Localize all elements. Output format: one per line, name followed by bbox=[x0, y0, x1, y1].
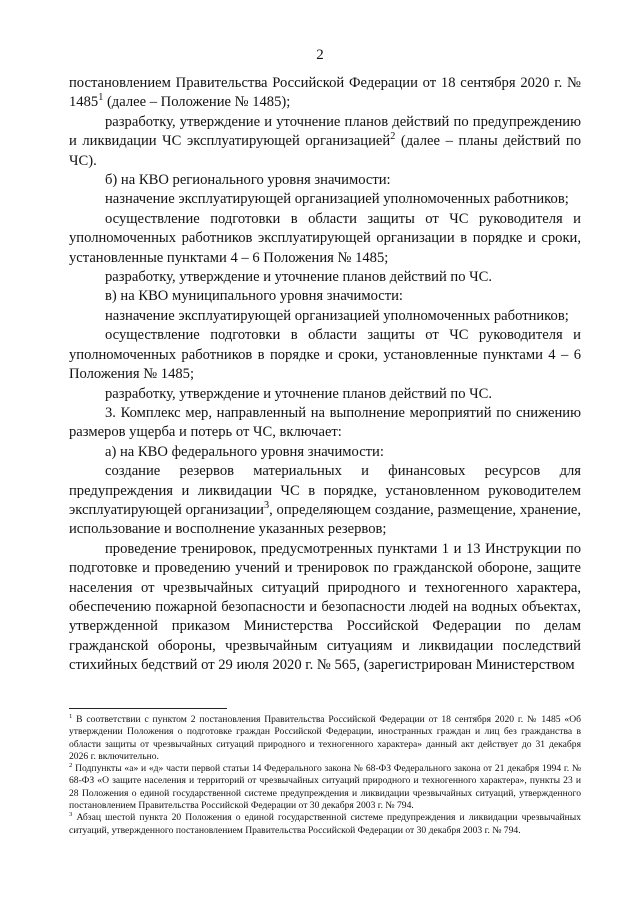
paragraph-5: осуществление подготовки в области защиты от ЧС руководителя и уполномоченных работников эксплуатирующей организации в порядке и сроки, установленные пунктами 4 – 6 Положения № 1485; bbox=[69, 210, 581, 266]
footnote-3: $^3$ Абзац шестой пункта 20 Положения о единой государственной системе предупреждения и ликвидации чрезвычайных ситуаций, утвержденного постановлением Правительства Российской Федерации от 30 декабря 2003 г. № 794. bbox=[69, 811, 581, 836]
footnote-2: $^2$ Подпункты «а» и «д» части первой статьи 14 Федерального закона № 68-ФЗ Федерального закона от 21 декабря 1994 г. № 68-ФЗ «О защите населения и территорий от чрезвычайных ситуаций природного и техногенного характера», пункты 23 и 28 Положения о единой государственной системе предупреждения и ликвидации чрезвычайных ситуаций, утвержденного постановлением Правительства Российской Федерации от 30 декабря 2003 г. № 794. bbox=[69, 762, 581, 812]
paragraph-4: назначение эксплуатирующей организацией уполномоченных работников; bbox=[105, 191, 569, 208]
paragraph-9: осуществление подготовки в области защиты от ЧС руководителя и уполномоченных работников в порядке и сроки, установленные пунктами 4 – 6 Положения № 1485; bbox=[69, 327, 581, 383]
paragraph-3: б) на КВО регионального уровня значимости: bbox=[105, 172, 391, 189]
main-text bbox=[69, 74, 581, 676]
paragraph-1: постановлением Правительства Российской Федерации от 18 сентября 2020 г. № 1485$^1$ (далее – Положение № 1485); bbox=[69, 75, 581, 111]
footnotes bbox=[69, 714, 581, 837]
paragraph-11: 3. Комплекс мер, направленный на выполнение мероприятий по снижению размеров ущерба и потерь от ЧС, включает: bbox=[69, 404, 581, 441]
paragraph-14: проведение тренировок, предусмотренных пунктами 1 и 13 Инструкции по подготовке и проведению учений и тренировок по гражданской обороне, защите населения от чрезвычайных ситуаций природного и техногенного характера, обеспечению пожарной безопасности и безопасности людей на водных объектах, утвержденной приказом Министерства Российской Федерации по делам гражданской обороны, чрезвычайным ситуациям и ликвидации последствий стихийных бедствий от 29 июля 2020 г. № 565, (зарегистрирован Министерством bbox=[69, 540, 581, 674]
footnote-ref-3[interactable]: 3 bbox=[263, 500, 270, 512]
page-number: 2 bbox=[316, 47, 324, 63]
footnote-separator bbox=[69, 708, 227, 709]
footnote-1: $^1$ В соответствии с пунктом 2 постановления Правительства Российской Федерации от 18 сентября 2020 г. № 1485 «Об утверждении Положения о подготовке граждан Российской Федерации, иностранных граждан и лиц без гражданства в области защиты от чрезвычайных ситуаций природного и техногенного характера» данный акт действует до 31 декабря 2026 г. включительно. bbox=[69, 712, 581, 762]
footnote-ref-1[interactable]: 1 bbox=[98, 92, 104, 104]
paragraph-6: разработку, утверждение и уточнение планов действий по ЧС. bbox=[105, 269, 493, 286]
paragraph-2: разработку, утверждение и уточнение планов действий по предупреждению и ликвидации ЧС эксплуатирующей организацией$^2$ (далее – планы действий по ЧС). bbox=[69, 113, 581, 169]
paragraph-13: создание резервов материальных и финансовых ресурсов для предупреждения и ликвидации ЧС в порядке, установленном руководителем эксплуатирующей организации$^3$, определяющем создание, размещение, хранение, использование и восполнение указанных резервов; bbox=[69, 463, 582, 538]
paragraph-12: а) на КВО федерального уровня значимости: bbox=[105, 443, 384, 460]
paragraph-7: в) на КВО муниципального уровня значимости: bbox=[105, 288, 403, 305]
paragraph-8: назначение эксплуатирующей организацией уполномоченных работников; bbox=[105, 307, 569, 324]
paragraph-10: разработку, утверждение и уточнение планов действий по ЧС. bbox=[105, 385, 493, 402]
footnote-ref-2[interactable]: 2 bbox=[390, 131, 396, 143]
